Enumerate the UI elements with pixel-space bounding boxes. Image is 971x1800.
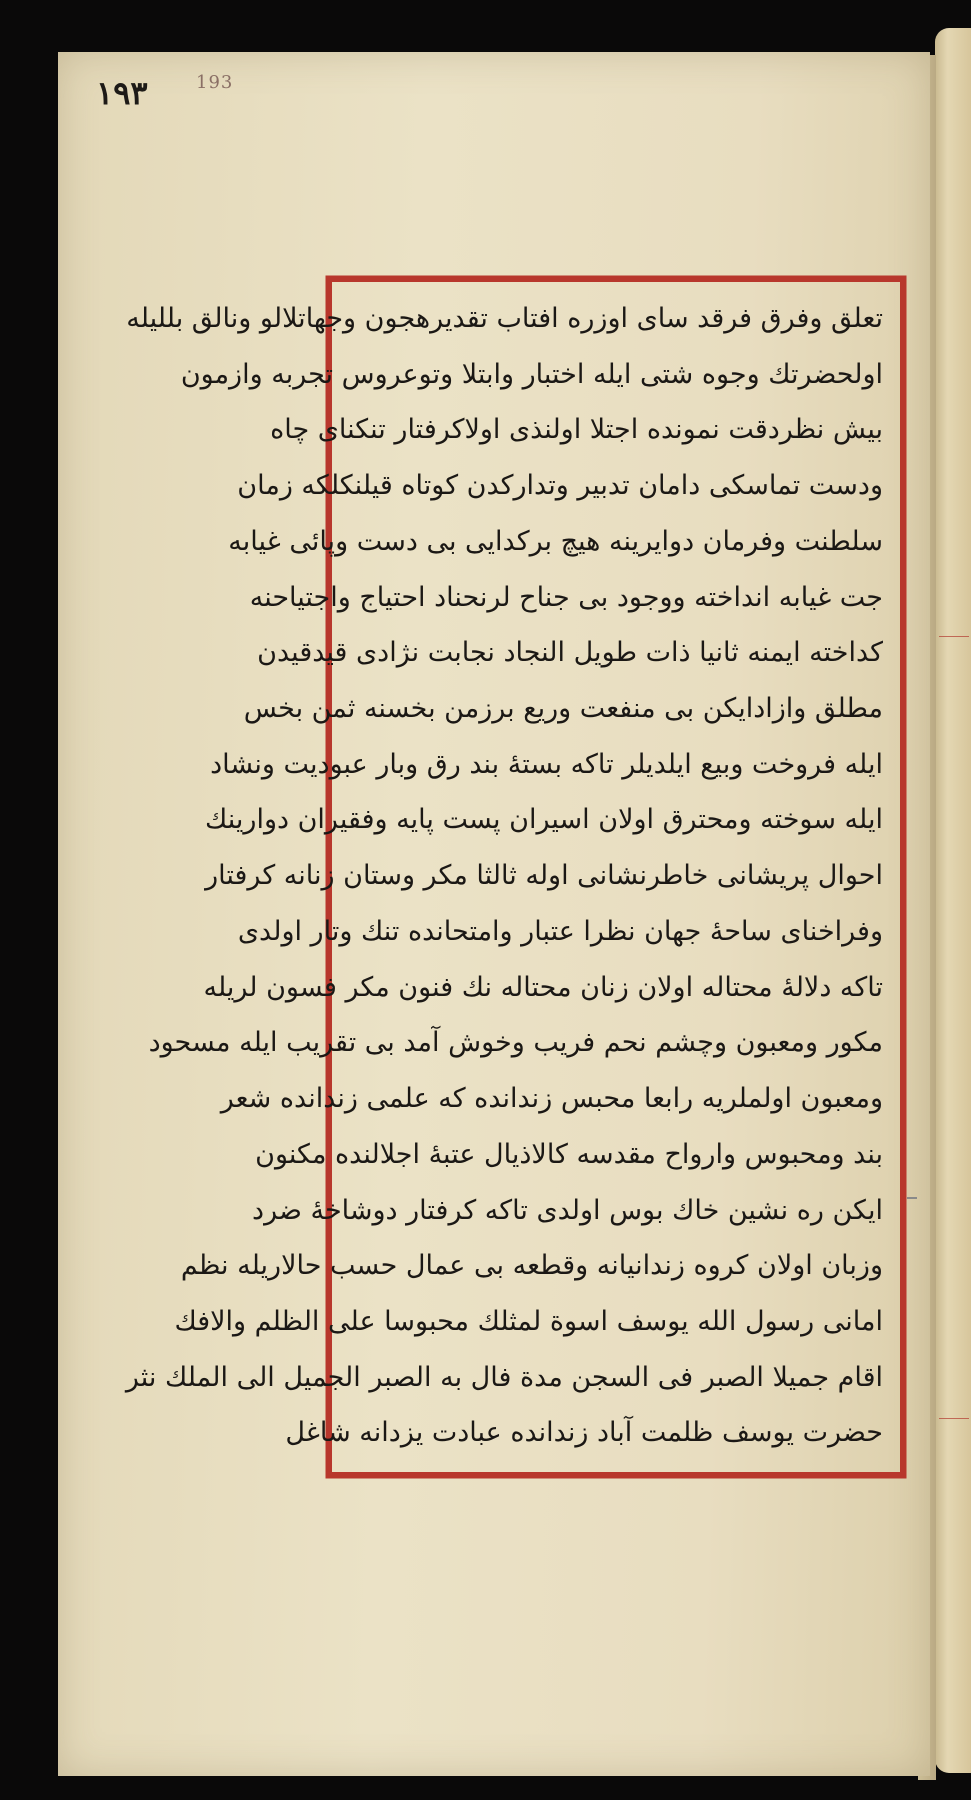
adjacent-leaf-edge [935,28,971,1773]
text-line: وفراخنای ساحۀ جهان نظرا عتبار وامتحانده تنك وتار اولدی [237,915,883,947]
folio-number: ١٩٣ [96,74,148,112]
text-line: بند ومحبوس وارواح مقدسه كالاذيال عتبۀ اجلالنده مكنون [255,1138,883,1170]
text-line: مكور ومعبون وچشم نحم فريب وخوش آمد بی تقريب ايله مسحود [148,1027,883,1059]
text-line: ودست تماسكی دامان تدبير وتداركدن كوتاه قيلنكلكه زمان [237,470,883,502]
text-line: ايكن ره نشين خاك بوس اولدی تاكه كرفتار دوشاخۀ ضرد [252,1194,883,1226]
text-line: وزبان اولان كروه زندانيانه وقطعه بی عمال حسب حالاريله نظم [180,1250,883,1282]
text-block [125,296,899,1466]
text-line: اولحضرتك وجوه شتى ايله اختبار وابتلا وتوعروس تجربه وازمون [180,358,883,390]
text-line: ايله فروخت وبيع ايلديلر تاكه بستۀ بند رق وبار عبوديت ونشاد [210,748,883,780]
text-line: اقام جميلا الصبر فی السجن مدة فال به الصبر الجميل الى الملك نثر [125,1361,883,1393]
text-line: بيش نظردقت نمونده اجتلا اولنذی اولاكرفتار تنكنای چاه [270,414,883,446]
folio-pencil-number: 193 [196,72,234,93]
text-line: مطلق وازادايكن بی منفعت وريع برزمن بخسنه ثمن بخس [243,693,883,725]
text-line: تعلق وفرق فرقد سای اوزره افتاب تقديرهجون وجهاتلالو ونالق بللیله [126,303,883,334]
text-line: ايله سوخته ومحترق اولان اسيران پست پایه وفقيران دوارينك [204,804,883,836]
text-line: سلطنت وفرمان دوايرینه هيچ بركدایی بی دست وپائی غیابه [228,525,883,557]
text-line: ومعبون اولملریه رابعا محبس زندانده كه علمی زندانده شعر [220,1083,883,1115]
text-line: احوال پريشانی خاطرنشانی اوله ثالثا مكر وستان زنانه كرفتار [205,860,883,892]
text-line: حضرت يوسف ظلمت آباد زندانده عبادت يزدانه شاغل [285,1417,883,1449]
margin-mark [907,1197,917,1199]
text-line: تاكه دلالۀ محتاله اولان زنان محتاله نك فنون مكر فسون لريله [203,971,883,1003]
text-line: امانی رسول الله يوسف اسوة لمثلك محبوسا على الظلم والافك [174,1305,883,1337]
text-line: جت غيابه انداخته ووجود بی جناح لرنحناد احتياج واجتياحنه [249,581,883,613]
text-line: كداخته ايمنه ثانيا ذات طويل النجاد نجابت نژادی قيدقيدن [257,637,883,669]
